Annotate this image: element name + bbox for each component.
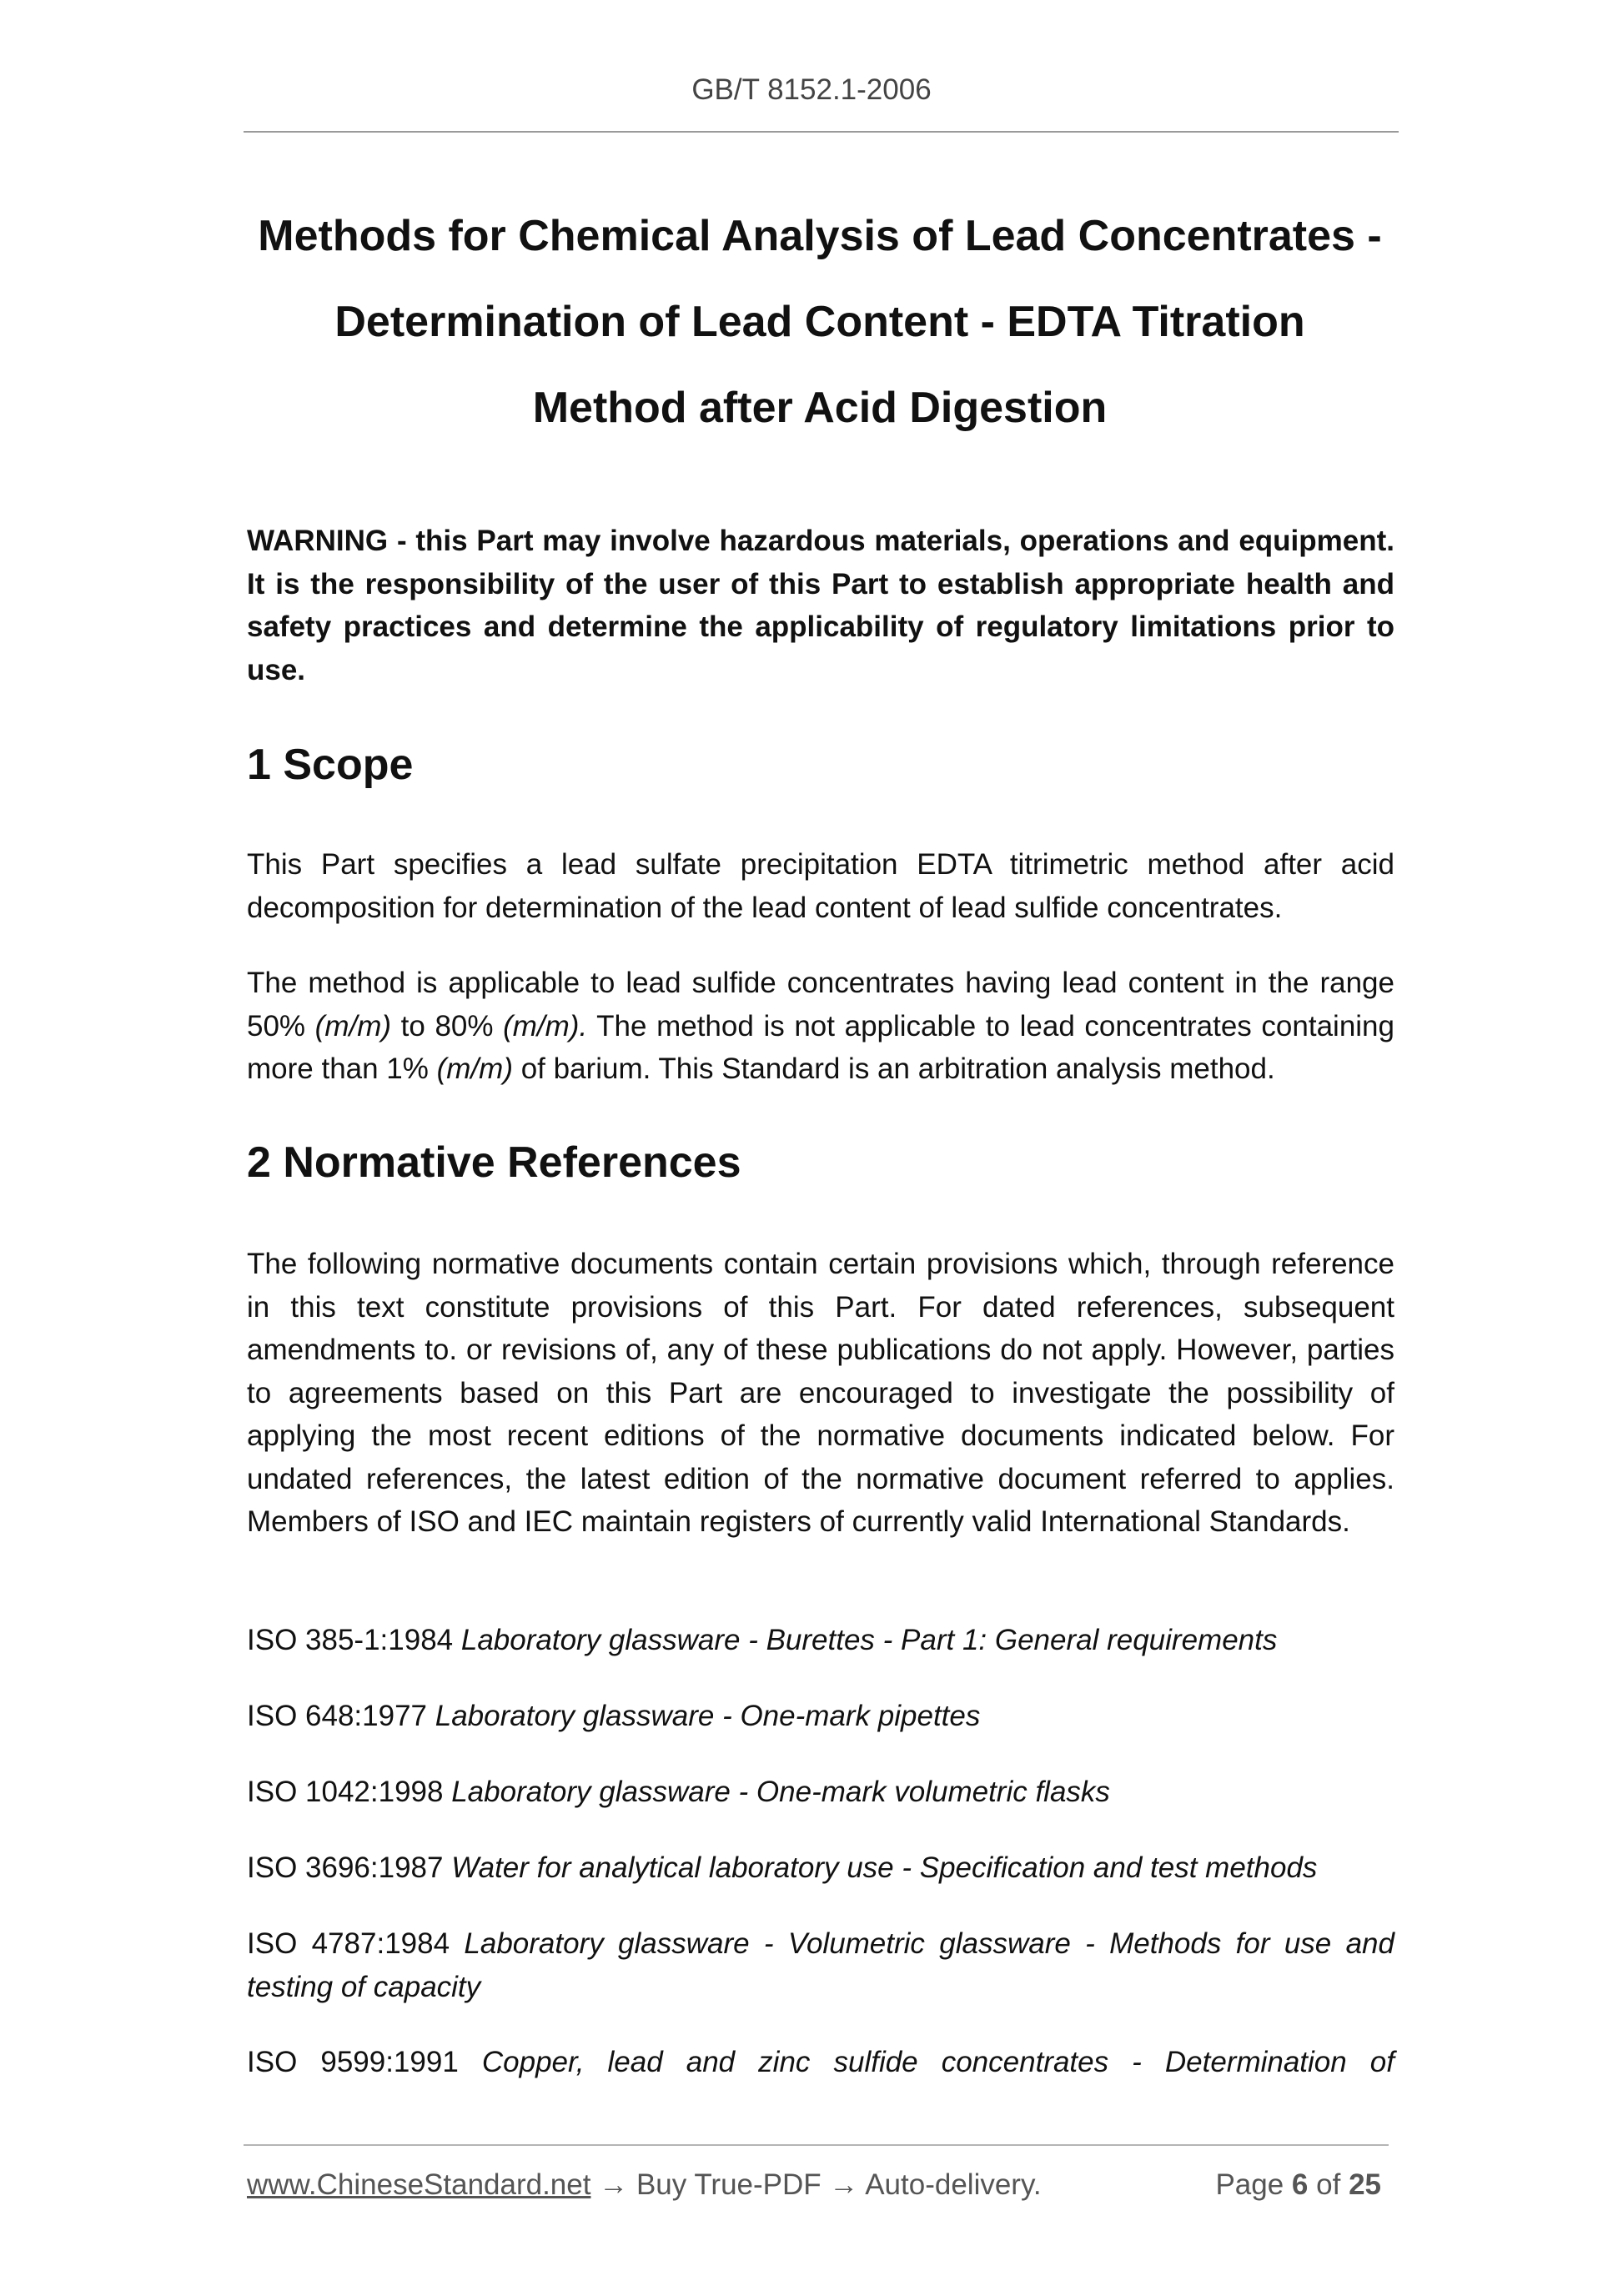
total-pages-number: 25 [1349, 2168, 1381, 2201]
scope-text-g: of barium. This Standard is an arbitration analysis method. [512, 1053, 1275, 1085]
reference-code: ISO 3696:1987 [247, 1851, 444, 1884]
reference-title: Laboratory glassware - Volumetric glassware - Methods for use and testing of capacity [247, 1927, 1394, 2003]
reference-code: ISO 1042:1998 [247, 1776, 444, 1808]
scope-unit-3: (m/m) [436, 1053, 513, 1085]
reference-title: Water for analytical laboratory use - Specification and test methods [451, 1851, 1318, 1884]
of-label: of [1316, 2168, 1341, 2201]
scope-unit-2: (m/m). [503, 1009, 588, 1042]
reference-code: ISO 9599:1991 [247, 2046, 459, 2078]
reference-title: Laboratory glassware - Burettes - Part 1: General requirements [460, 1624, 1278, 1656]
reference-item [247, 1619, 1394, 1662]
current-page-number: 6 [1291, 2168, 1309, 2201]
reference-title: Laboratory glassware - One-mark volumetric flasks [451, 1776, 1110, 1808]
arrow-right-icon: → [599, 2168, 629, 2201]
page-label: Page [1215, 2168, 1284, 2201]
footer-divider [244, 2144, 1389, 2146]
reference-item [247, 2041, 1394, 2084]
site-link[interactable]: www.ChineseStandard.net [247, 2168, 591, 2201]
title-line-3: Method after Acid Digestion [532, 384, 1108, 432]
scope-unit-1: (m/m) [314, 1009, 392, 1042]
auto-delivery-text: Auto-delivery. [865, 2168, 1042, 2201]
reference-code: ISO 648:1977 [247, 1700, 427, 1732]
scope-text-a: The method is applicable to lead sulfide concentrates having lead content in the range 50% [247, 967, 1394, 1042]
section-2-heading: 2 Normative References [247, 1138, 741, 1187]
buy-true-pdf-text: Buy True-PDF [636, 2168, 822, 2201]
arrow-right-icon: → [829, 2168, 859, 2201]
scope-paragraph-2 [247, 962, 1394, 1091]
reference-item [247, 1846, 1394, 1890]
title-line-1: Methods for Chemical Analysis of Lead Concentrates - [258, 212, 1382, 260]
header-divider [244, 131, 1399, 133]
reference-item [247, 1695, 1394, 1738]
reference-title: Laboratory glassware - One-mark pipettes [435, 1700, 981, 1732]
warning-paragraph: WARNING - this Part may involve hazardous materials, operations and equipment. It is the responsibility of the user of this Part to establish appropriate health and safety practices and determine the applicability of regulatory limitations prior to use. [247, 525, 1394, 686]
normative-intro-paragraph: The following normative documents contain certain provisions which, through reference in this text constitute provisions of this Part. For dated references, subsequent amendments to. or revisions of, any of these publications do not apply. However, parties to agreements based on this Part are encouraged to investigate the possibility of applying the most recent editions of the normative documents indicated below. For undated references, the latest edition of the normative document referred to applies. Members of ISO and IEC maintain registers of currently valid International Standards. [247, 1248, 1394, 1538]
footer-promo [247, 2168, 1042, 2202]
scope-paragraph-1: This Part specifies a lead sulfate precipitation EDTA titrimetric method after acid decomposition for determination of the lead content of lead sulfide concentrates. [247, 848, 1394, 924]
document-code-header: GB/T 8152.1-2006 [691, 73, 932, 106]
page-indicator [1215, 2168, 1381, 2202]
reference-item [247, 1771, 1394, 1814]
scope-text-e: The method is not applicable to lead concentrates containing more than 1% [247, 1009, 1394, 1085]
scope-text-c: to 80% [391, 1009, 504, 1042]
document-title [217, 193, 1423, 451]
reference-title: Copper, lead and zinc sulfide concentrates - Determination of [481, 2046, 1394, 2078]
title-line-2: Determination of Lead Content - EDTA Titration [334, 298, 1305, 346]
reference-code: ISO 4787:1984 [247, 1927, 450, 1960]
reference-code: ISO 385-1:1984 [247, 1624, 454, 1656]
reference-item [247, 1922, 1394, 2008]
section-1-heading: 1 Scope [247, 741, 414, 789]
